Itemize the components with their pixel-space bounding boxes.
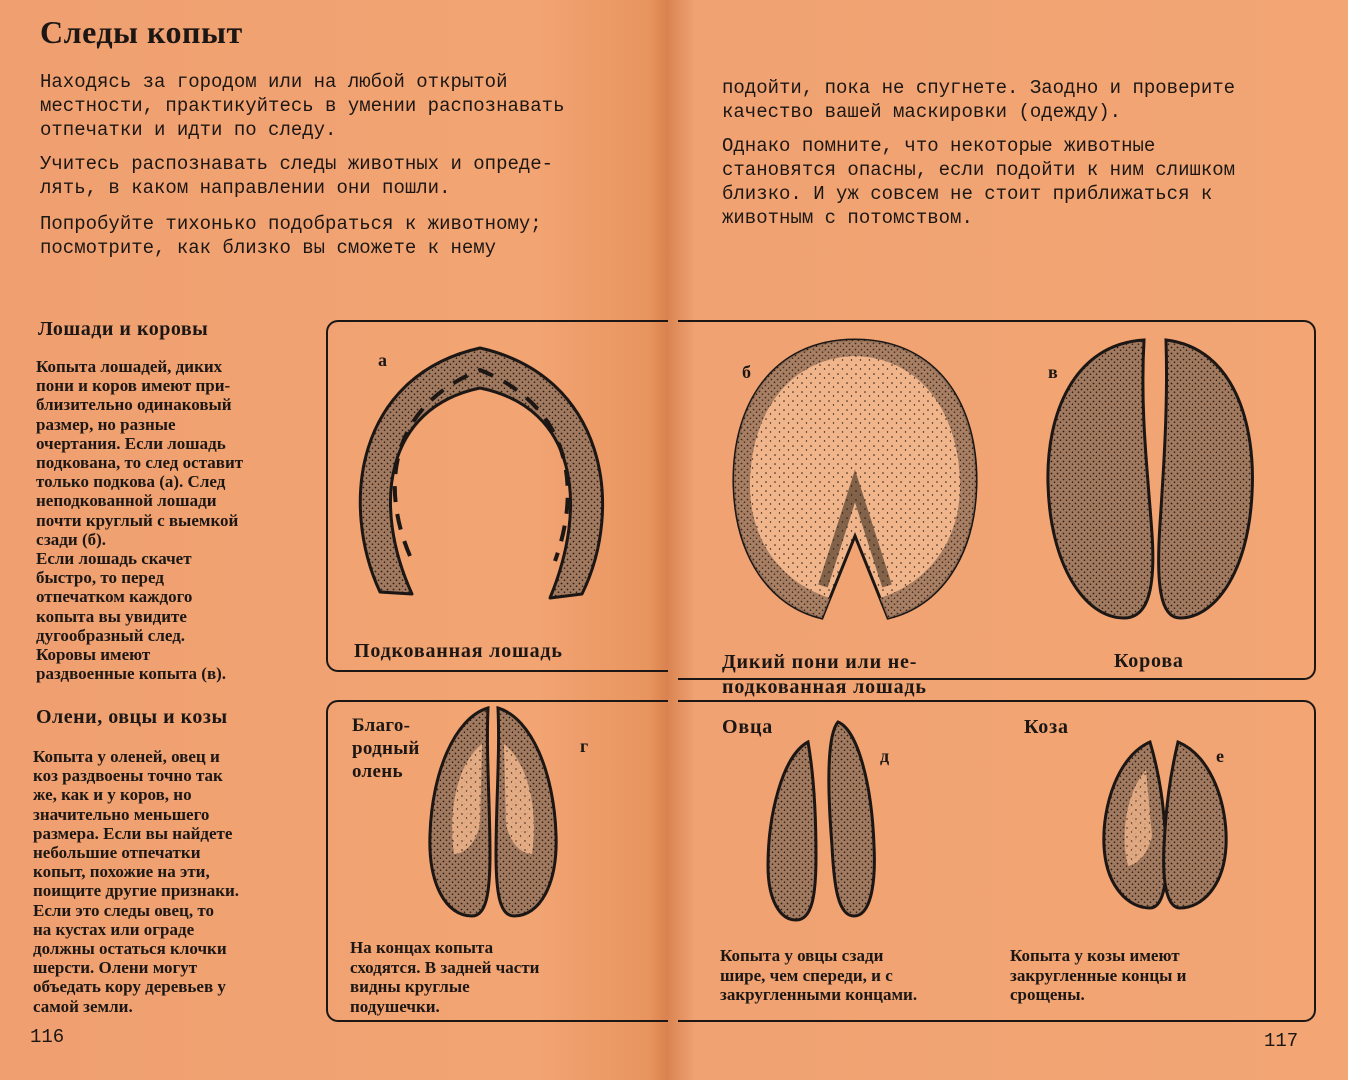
deer-hoof-illustration: [424, 704, 564, 922]
figure-letter-a: а: [378, 350, 387, 370]
intro-paragraph-4: подойти, пока не спугнете. Заодно и проверите качество вашей маскировки (одежду).: [722, 77, 1236, 123]
intro-paragraph-5: Однако помните, что некоторые животные становятся опасны, если подойти к ним слишком близко. И уж совсем не стоит приближаться к животным с потомством.: [722, 135, 1236, 229]
figure-caption-d: Копыта у овцы сзади шире, чем спереди, и с закругленными концами.: [720, 946, 918, 1004]
figure-label-a: Подкованная лошадь: [354, 640, 563, 662]
section-heading-horses: Лошади и коровы: [38, 318, 209, 340]
intro-paragraph-1: Находясь за городом или на любой открытой местности, практикуйтесь в умении распознавать отпечатки и идти по следу.: [40, 71, 565, 141]
figure-label-g: Благо- родный олень: [352, 715, 420, 782]
intro-paragraph-3: Попробуйте тихонько подобраться к животному; посмотрите, как близко вы сможете к нему: [40, 213, 542, 259]
figure-label-e: Коза: [1024, 716, 1069, 738]
figure-label-d: Овца: [722, 716, 774, 738]
intro-paragraph-2: Учитесь распознавать следы животных и опреде- лять, в каком направлении они пошли.: [40, 153, 554, 199]
horseshoe-illustration: [350, 336, 620, 626]
goat-hoof-illustration: [1098, 736, 1232, 912]
cow-hoof-illustration: [1044, 334, 1256, 624]
page-number-left: 116: [30, 1026, 65, 1048]
figure-letter-b: б: [742, 362, 751, 382]
figure-letter-g: г: [580, 736, 589, 756]
figure-label-b: Дикий пони или не- подкованная лошадь: [722, 651, 927, 698]
figure-letter-v: в: [1048, 362, 1058, 382]
figure-label-v: Корова: [1114, 650, 1184, 672]
figure-caption-g: На концах копыта сходятся. В задней части видны круглые подушечки.: [350, 938, 540, 1016]
sheep-hoof-illustration: [762, 716, 880, 924]
page-number-right: 117: [1264, 1030, 1299, 1052]
section-heading-deer: Олени, овцы и козы: [36, 706, 228, 728]
figure-letter-d: д: [880, 746, 890, 766]
section-text-horses: Копыта лошадей, диких пони и коров имеют при- близительно одинаковый размер, но разные очертания. Если лошадь подкована, то след оставит только подкова (а). След неподкованной лошади почти круглый с выемкой сзади (б). Если лошадь скачет быстро, то перед отпечатком каждого копыта вы увидите дугообразный след. Коровы имеют раздвоенные копыта (в).: [36, 357, 244, 684]
figure-letter-e: е: [1216, 746, 1224, 766]
figure-caption-e: Копыта у козы имеют закругленные концы и срощены.: [1010, 946, 1187, 1004]
section-text-deer: Копыта у оленей, овец и коз раздвоены точно так же, как и у коров, но значительно меньшего размера. Если вы найдете небольшие отпечатки копыт, похожие на эти, поищите другие признаки. Если это следы овец, то на кустах или ограде должны остаться клочки шерсти. Олени могут объедать кору деревьев у самой земли.: [33, 747, 240, 1016]
unshod-hoof-illustration: [728, 336, 982, 622]
page-title: Следы копыт: [40, 14, 243, 50]
